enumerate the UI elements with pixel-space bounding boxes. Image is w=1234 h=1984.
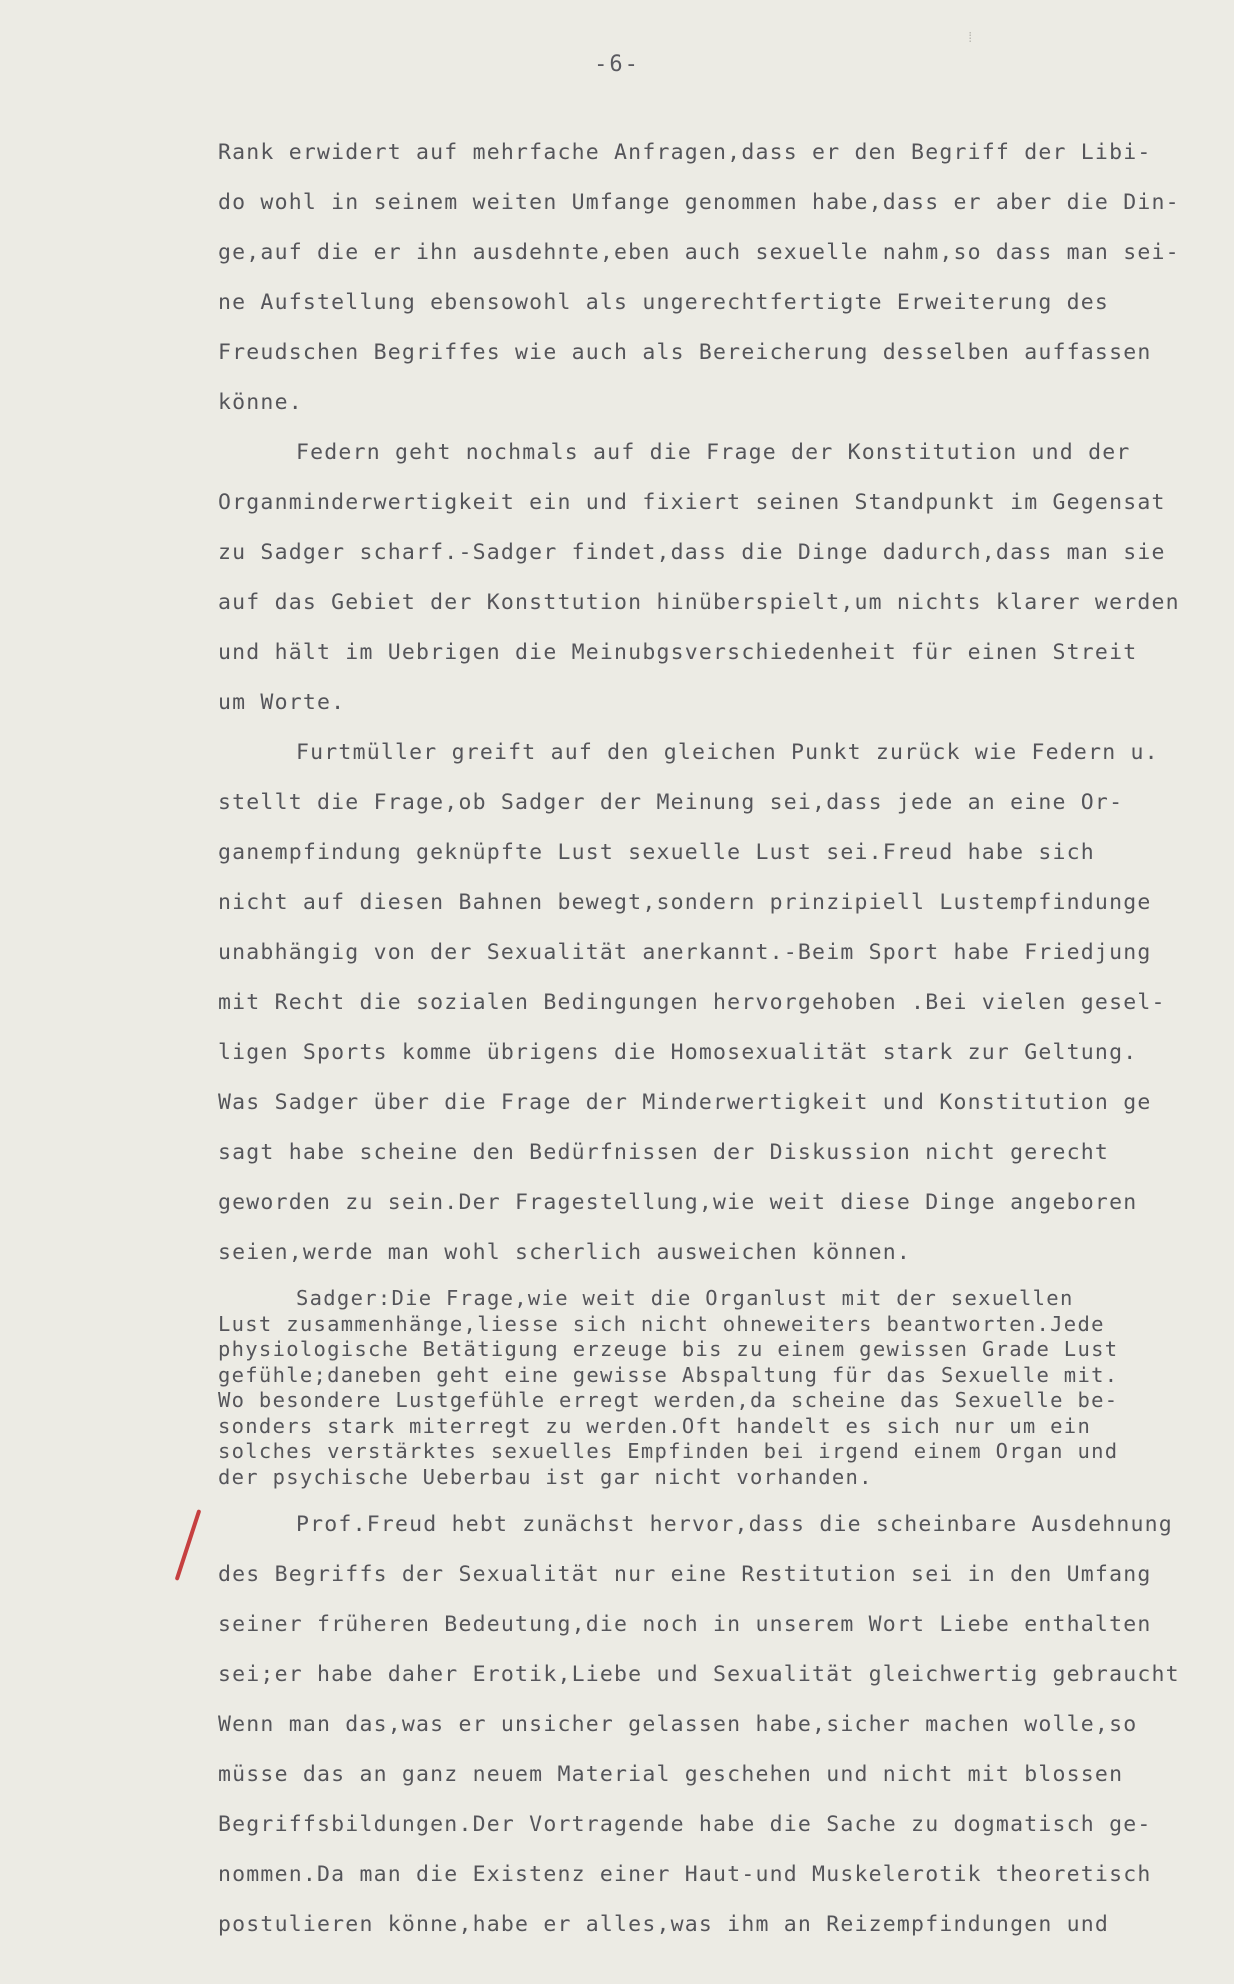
text-line: Federn geht nochmals auf die Frage der Konstitution und der — [296, 440, 1131, 465]
text-line: Sadger:Die Frage,wie weit die Organlust mit der sexuellen — [296, 1286, 1074, 1310]
text-line: der psychische Ueberbau ist gar nicht vorhanden. — [218, 1464, 873, 1489]
page-number: -6- — [594, 52, 640, 77]
text-line: könne. — [218, 390, 303, 415]
typewritten-text — [218, 128, 1220, 1950]
text-line: seien,werde man wohl scherlich ausweichen können. — [218, 1240, 912, 1265]
red-margin-mark — [175, 1509, 202, 1581]
text-line: nicht auf diesen Bahnen bewegt,sondern prinzipiell Lustempfindunge — [218, 890, 1152, 915]
text-line: postulieren könne,habe er alles,was ihm an Reizempfindungen und — [218, 1912, 1110, 1937]
archive-mark: ⁞ — [966, 30, 975, 46]
text-line: Freudschen Begriffes wie auch als Bereicherung desselben auffassen — [218, 340, 1152, 365]
text-line: unabhängig von der Sexualität anerkannt.-Beim Sport habe Friedjung — [218, 940, 1152, 965]
text-line: sagt habe scheine den Bedürfnissen der Diskussion nicht gerecht — [218, 1140, 1110, 1165]
text-line: zu Sadger scharf.-Sadger findet,dass die Dinge dadurch,dass man sie — [218, 540, 1166, 565]
text-line: ne Aufstellung ebensowohl als ungerechtfertigte Erweiterung des — [218, 290, 1110, 315]
text-line: Wenn man das,was er unsicher gelassen habe,sicher machen wolle,so — [218, 1712, 1138, 1737]
text-line: ligen Sports komme übrigens die Homosexualität stark zur Geltung. — [218, 1040, 1138, 1065]
text-line: gefühle;daneben geht eine gewisse Abspaltung für das Sexuelle mit. — [218, 1362, 1119, 1387]
text-line: physiologische Betätigung erzeuge bis zu einem gewissen Grade Lust — [218, 1337, 1119, 1361]
text-line: nommen.Da man die Existenz einer Haut-und Muskelerotik theoretisch — [218, 1862, 1152, 1887]
text-line: ge,auf die er ihn ausdehnte,eben auch sexuelle nahm,so dass man sei- — [218, 240, 1180, 265]
text-line: stellt die Frage,ob Sadger der Meinung sei,dass jede an eine Or- — [218, 790, 1124, 815]
text-line: do wohl in seinem weiten Umfange genommen habe,dass er aber die Din- — [218, 190, 1180, 215]
text-line: sei;er habe daher Erotik,Liebe und Sexualität gleichwertig gebraucht — [218, 1662, 1180, 1687]
text-line: mit Recht die sozialen Bedingungen hervorgehoben .Bei vielen gesel- — [218, 990, 1166, 1015]
text-line: auf das Gebiet der Konsttution hinüberspielt,um nichts klarer werden — [218, 590, 1180, 615]
text-line: des Begriffs der Sexualität nur eine Restitution sei in den Umfang — [218, 1562, 1152, 1587]
text-line: Begriffsbildungen.Der Vortragende habe die Sache zu dogmatisch ge- — [218, 1812, 1152, 1837]
text-line: seiner früheren Bedeutung,die noch in unserem Wort Liebe enthalten — [218, 1612, 1152, 1637]
text-line: Furtmüller greift auf den gleichen Punkt zurück wie Federn u. — [296, 740, 1159, 765]
text-line: Organminderwertigkeit ein und fixiert seinen Standpunkt im Gegensat — [218, 490, 1166, 515]
text-line: um Worte. — [218, 690, 346, 715]
text-line: solches verstärktes sexuelles Empfinden bei irgend einem Organ und — [218, 1439, 1119, 1463]
text-line: Wo besondere Lustgefühle erregt werden,da scheine das Sexuelle be- — [218, 1388, 1119, 1412]
text-line: müsse das an ganz neuem Material geschehen und nicht mit blossen — [218, 1762, 1124, 1787]
text-line: Was Sadger über die Frage der Minderwertigkeit und Konstitution ge — [218, 1090, 1152, 1115]
text-line: Prof.Freud hebt zunächst hervor,dass die scheinbare Ausdehnung — [296, 1512, 1173, 1537]
text-line: ganempfindung geknüpfte Lust sexuelle Lust sei.Freud habe sich — [218, 840, 1095, 865]
text-line: geworden zu sein.Der Fragestellung,wie weit diese Dinge angeboren — [218, 1190, 1138, 1215]
text-line: sonders stark miterregt zu werden.Oft handelt es sich nur um ein — [218, 1413, 1092, 1438]
text-line: und hält im Uebrigen die Meinubgsverschiedenheit für einen Streit — [218, 640, 1138, 665]
text-line: Rank erwidert auf mehrfache Anfragen,dass er den Begriff der Libi- — [218, 140, 1152, 165]
text-line: Lust zusammenhänge,liesse sich nicht ohneweiters beantworten.Jede — [218, 1311, 1105, 1336]
